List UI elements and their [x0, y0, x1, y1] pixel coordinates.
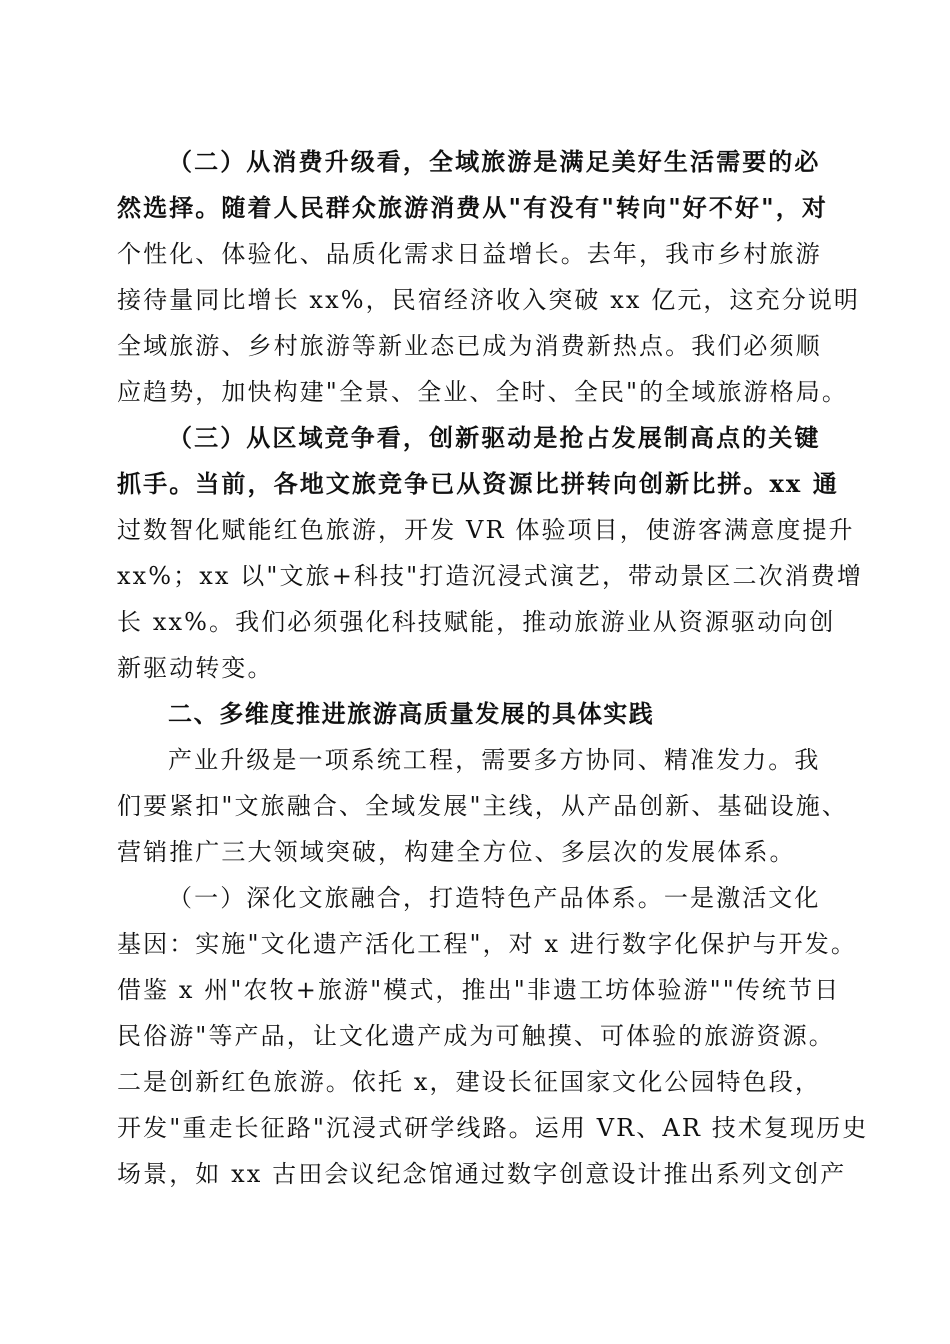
paragraph-line: 民俗游"等产品，让文化遗产成为可触摸、可体验的旅游资源。 [117, 1022, 835, 1050]
paragraph-line: 接待量同比增长 xx%，民宿经济收入突破 xx 亿元，这充分说明 [117, 286, 861, 314]
paragraph-line: 长 xx%。我们必须强化科技赋能，推动旅游业从资源驱动向创 [117, 608, 836, 636]
paragraph-line: xx%；xx 以"文旅+科技"打造沉浸式演艺，带动景区二次消费增 [117, 562, 863, 590]
paragraph-line: 产业升级是一项系统工程，需要多方协同、精准发力。我 [168, 746, 821, 774]
paragraph-line: （三）从区域竞争看，创新驱动是抢占发展制高点的关键 [168, 423, 821, 452]
paragraph-line: 过数智化赋能红色旅游，开发 VR 体验项目，使游客满意度提升 [117, 516, 855, 544]
paragraph-line: 二是创新红色旅游。依托 x，建设长征国家文化公园特色段， [117, 1068, 821, 1096]
paragraph-line: 营销推广三大领域突破，构建全方位、多层次的发展体系。 [117, 838, 796, 866]
paragraph-line: 基因：实施"文化遗产活化工程"，对 x 进行数字化保护与开发。 [117, 930, 857, 958]
paragraph-line: 们要紧扣"文旅融合、全域发展"主线，从产品创新、基础设施、 [117, 792, 848, 820]
paragraph-line: 开发"重走长征路"沉浸式研学线路。运用 VR、AR 技术复现历史 [117, 1114, 869, 1142]
paragraph-line: （二）从消费升级看，全域旅游是满足美好生活需要的必 [168, 147, 821, 176]
paragraph-line: 然选择。随着人民群众旅游消费从"有没有"转向"好不好"，对 [117, 193, 828, 222]
paragraph-line: 个性化、体验化、品质化需求日益增长。去年，我市乡村旅游 [117, 240, 822, 268]
paragraph-line: 借鉴 x 州"农牧+旅游"模式，推出"非遗工坊体验游""传统节日 [117, 976, 841, 1004]
section-heading: 二、多维度推进旅游高质量发展的具体实践 [168, 700, 655, 728]
paragraph-line: 新驱动转变。 [117, 654, 274, 682]
paragraph-line: 抓手。当前，各地文旅竞争已从资源比拼转向创新比拼。xx 通 [117, 469, 839, 498]
paragraph-line: 全域旅游、乡村旅游等新业态已成为消费新热点。我们必须顺 [117, 332, 822, 360]
paragraph-line: 场景，如 xx 古田会议纪念馆通过数字创意设计推出系列文创产 [117, 1160, 847, 1188]
paragraph-line: 应趋势，加快构建"全景、全业、全时、全民"的全域旅游格局。 [117, 378, 848, 406]
paragraph-line: （一）深化文旅融合，打造特色产品体系。一是激活文化 [168, 884, 821, 912]
